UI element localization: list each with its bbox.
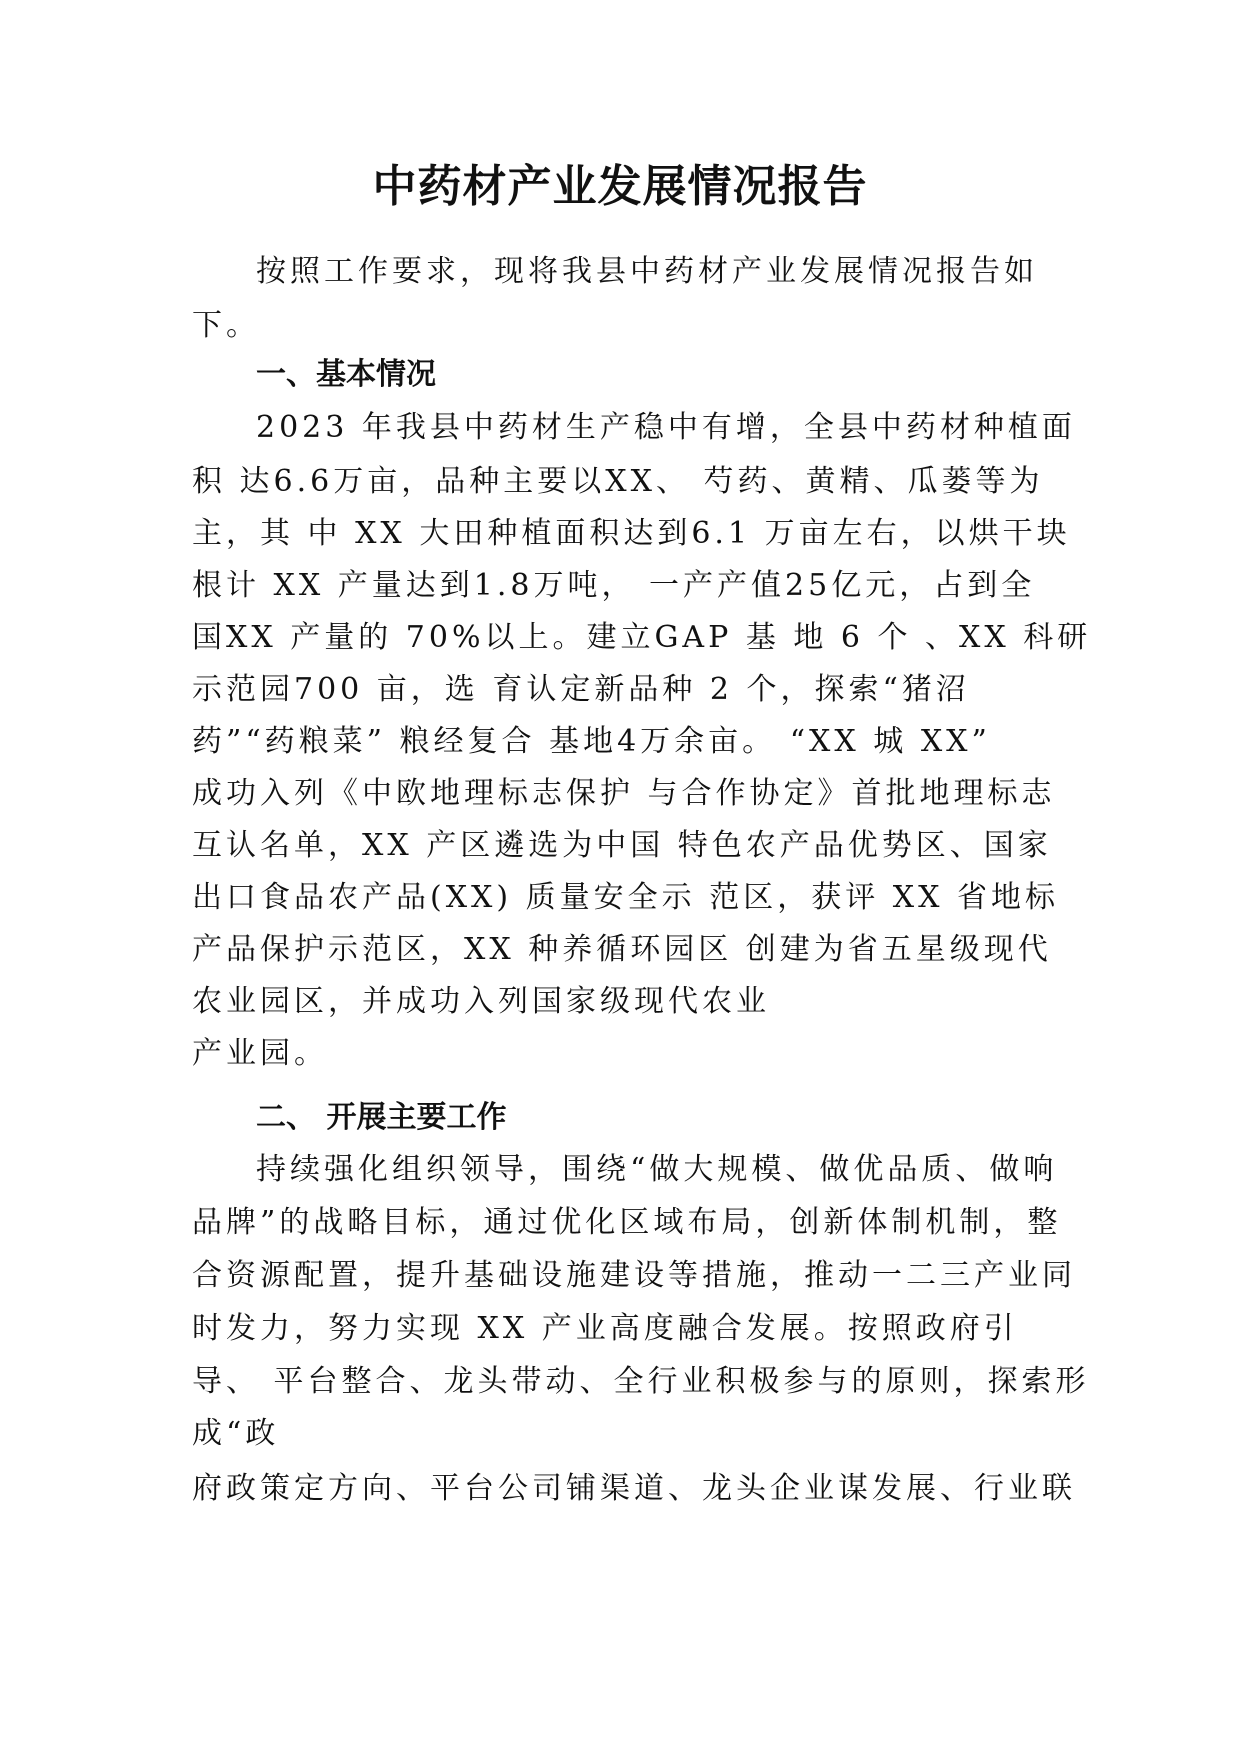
section1-line-12: 农业园区，并成功入列国家级现代农业	[192, 984, 770, 1019]
section2-line-6: 成“政	[192, 1416, 280, 1451]
section2-line-7: 府政策定方向、平台公司铺渠道、龙头企业谋发展、行业联	[192, 1471, 1076, 1506]
section2-line-3: 合资源配置，提升基础设施建设等措施，推动一二三产业同	[192, 1258, 1076, 1293]
section2-line-5: 导、 平台整合、龙头带动、全行业积极参与的原则，探索形	[192, 1364, 1090, 1399]
section1-line-8: 成功入列《中欧地理标志保护 与合作协定》首批地理标志	[192, 776, 1056, 811]
intro-line-1: 按照工作要求，现将我县中药材产业发展情况报告如	[256, 254, 1038, 289]
section-heading-basic: 一、基本情况	[256, 357, 436, 392]
section1-line-7: 药”“药粮菜” 粮经复合 基地4万余亩。 “XX 城 XX”	[192, 724, 991, 759]
section1-line-2: 积 达6.6万亩，品种主要以XX、 芍药、黄精、瓜蒌等为	[192, 464, 1044, 499]
section1-line-10: 出口食品农产品(XX) 质量安全示 范区，获评 XX 省地标	[192, 880, 1059, 915]
section1-line-4: 根计 XX 产量达到1.8万吨， 一产产值25亿元，占到全	[192, 568, 1036, 603]
section1-line-1: 2023 年我县中药材生产稳中有增，全县中药材种植面	[256, 410, 1076, 445]
section1-line-9: 互认名单，XX 产区遴选为中国 特色农产品优势区、国家	[192, 828, 1052, 863]
document-title: 中药材产业发展情况报告	[372, 161, 868, 212]
section-heading-work: 二、 开展主要工作	[256, 1100, 507, 1135]
section1-line-6: 示范园700 亩，选 育认定新品种 2 个，探索“猪沼	[192, 672, 970, 707]
section1-line-3: 主，其 中 XX 大田种植面积达到6.1 万亩左右，以烘干块	[192, 516, 1071, 551]
section2-line-1: 持续强化组织领导，围绕“做大规模、做优品质、做响	[256, 1152, 1058, 1187]
section1-line-5: 国XX 产量的 70%以上。建立GAP 基 地 6 个 、XX 科研	[192, 620, 1092, 655]
section2-line-4: 时发力，努力实现 XX 产业高度融合发展。按照政府引	[192, 1311, 1018, 1346]
section1-line-13: 产业园。	[192, 1036, 328, 1071]
section1-line-11: 产品保护示范区，XX 种养循环园区 创建为省五星级现代	[192, 932, 1052, 967]
section2-line-2: 品牌”的战略目标，通过优化区域布局，创新体制机制，整	[192, 1205, 1062, 1240]
intro-line-2: 下。	[192, 308, 260, 343]
